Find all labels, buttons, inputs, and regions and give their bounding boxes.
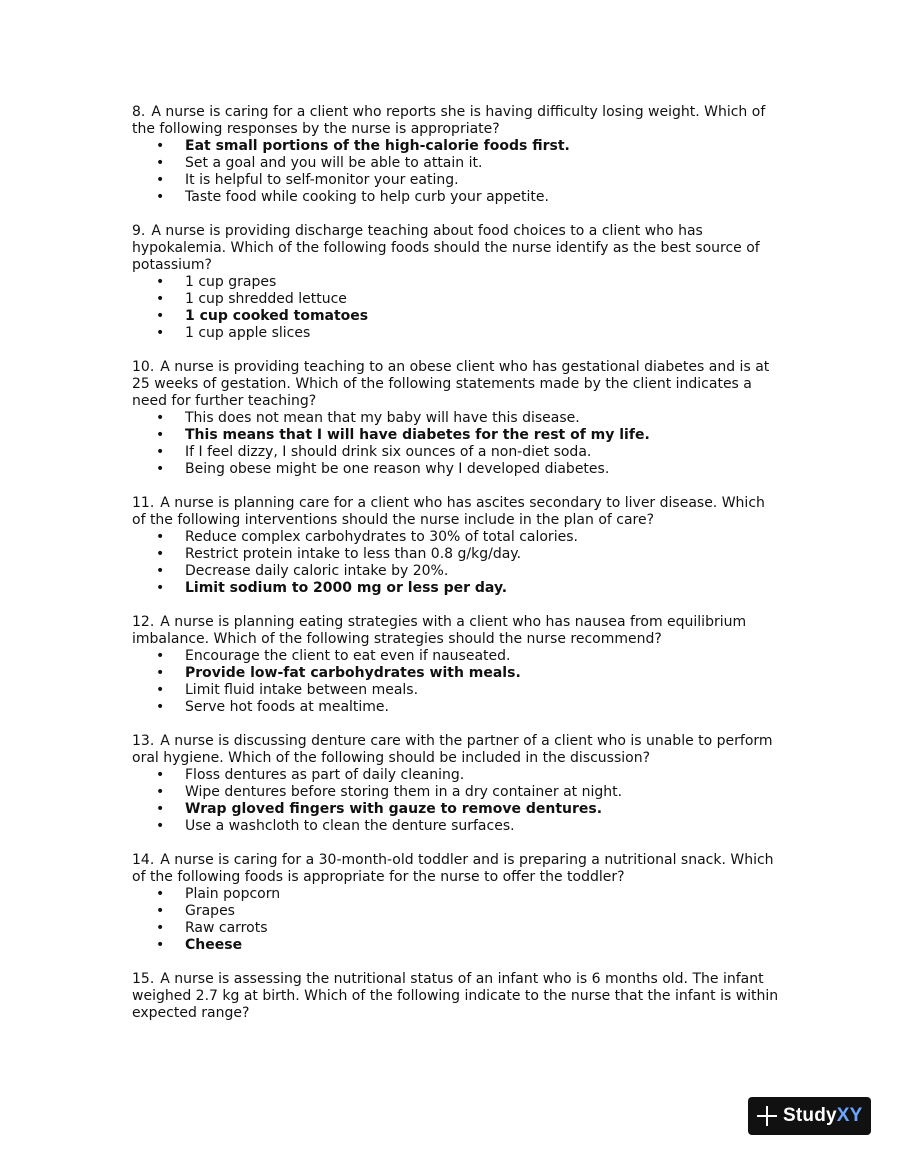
answer-option-text: Raw carrots <box>185 920 268 936</box>
answer-option-text: Wrap gloved fingers with gauze to remove dentures. <box>185 801 603 817</box>
bullet-icon: • <box>156 274 165 290</box>
answer-option <box>132 546 782 563</box>
answer-option <box>132 444 782 461</box>
question-text: A nurse is planning eating strategies with a client who has nausea from equilibrium imbalance. Which of the following strategies should the nurse recommend? <box>132 614 747 647</box>
answer-option <box>132 172 782 189</box>
bullet-icon: • <box>156 189 165 205</box>
question-block <box>132 614 782 716</box>
answer-option <box>132 189 782 206</box>
bullet-icon: • <box>156 665 165 681</box>
answer-option-text: Eat small portions of the high-calorie foods first. <box>185 138 570 154</box>
answer-option-text: This means that I will have diabetes for the rest of my life. <box>185 427 650 443</box>
question-number: 10. <box>132 359 155 375</box>
bullet-icon: • <box>156 682 165 698</box>
question-number: 15. <box>132 971 155 987</box>
question-number: 14. <box>132 852 155 868</box>
answer-option <box>132 291 782 308</box>
answer-option <box>132 410 782 427</box>
answer-option-text: Being obese might be one reason why I developed diabetes. <box>185 461 610 477</box>
answer-option-correct <box>132 665 782 682</box>
question-block <box>132 359 782 478</box>
bullet-icon: • <box>156 461 165 477</box>
answer-option-text: It is helpful to self-monitor your eating. <box>185 172 459 188</box>
answer-option <box>132 155 782 172</box>
answer-option-text: Encourage the client to eat even if nauseated. <box>185 648 511 664</box>
answer-option-text: 1 cup grapes <box>185 274 277 290</box>
bullet-icon: • <box>156 308 165 324</box>
question-stem <box>132 223 782 274</box>
bullet-icon: • <box>156 546 165 562</box>
answer-option <box>132 529 782 546</box>
bullet-icon: • <box>156 580 165 596</box>
answer-option-text: Use a washcloth to clean the denture surfaces. <box>185 818 515 834</box>
answer-options <box>132 410 782 478</box>
answer-option-correct <box>132 801 782 818</box>
answer-option <box>132 784 782 801</box>
answer-option <box>132 920 782 937</box>
answer-option-correct <box>132 937 782 954</box>
answer-option <box>132 648 782 665</box>
studyxy-badge[interactable] <box>748 1097 871 1135</box>
bullet-icon: • <box>156 767 165 783</box>
answer-option-text: Restrict protein intake to less than 0.8 g/kg/day. <box>185 546 522 562</box>
bullet-icon: • <box>156 784 165 800</box>
question-text: A nurse is providing discharge teaching about food choices to a client who has hypokalemia. Which of the following foods should the nurse identify as the best source of potassium? <box>132 223 760 273</box>
bullet-icon: • <box>156 699 165 715</box>
question-block <box>132 223 782 342</box>
question-block <box>132 495 782 597</box>
answer-option <box>132 325 782 342</box>
answer-option-text: Floss dentures as part of daily cleaning. <box>185 767 465 783</box>
bullet-icon: • <box>156 410 165 426</box>
answer-option <box>132 461 782 478</box>
answer-option-text: Wipe dentures before storing them in a dry container at night. <box>185 784 623 800</box>
answer-options <box>132 886 782 954</box>
answer-option <box>132 818 782 835</box>
bullet-icon: • <box>156 903 165 919</box>
bullet-icon: • <box>156 920 165 936</box>
answer-option <box>132 903 782 920</box>
question-stem <box>132 733 782 767</box>
question-text: A nurse is planning care for a client who has ascites secondary to liver disease. Which of the following interventions should the nurse include in the plan of care? <box>132 495 765 528</box>
answer-option <box>132 682 782 699</box>
question-number: 11. <box>132 495 155 511</box>
bullet-icon: • <box>156 427 165 443</box>
bullet-icon: • <box>156 529 165 545</box>
answer-option-text: Set a goal and you will be able to attain it. <box>185 155 483 171</box>
answer-option <box>132 563 782 580</box>
question-stem <box>132 104 782 138</box>
answer-option-correct <box>132 580 782 597</box>
answer-option-text: Limit fluid intake between meals. <box>185 682 419 698</box>
question-block <box>132 852 782 954</box>
question-text: A nurse is discussing denture care with the partner of a client who is unable to perform oral hygiene. Which of the following should be included in the discussion? <box>132 733 773 766</box>
answer-option-text: Cheese <box>185 937 243 953</box>
answer-option-text: Decrease daily caloric intake by 20%. <box>185 563 449 579</box>
bullet-icon: • <box>156 138 165 154</box>
bullet-icon: • <box>156 172 165 188</box>
question-stem <box>132 614 782 648</box>
bullet-icon: • <box>156 648 165 664</box>
question-number: 13. <box>132 733 155 749</box>
bullet-icon: • <box>156 325 165 341</box>
answer-option-text: Plain popcorn <box>185 886 281 902</box>
question-number: 8. <box>132 104 146 120</box>
brand-main: Study <box>783 1105 837 1126</box>
bullet-icon: • <box>156 886 165 902</box>
question-list <box>132 104 782 1039</box>
answer-options <box>132 529 782 597</box>
bullet-icon: • <box>156 444 165 460</box>
answer-option-text: Provide low-fat carbohydrates with meals. <box>185 665 521 681</box>
bullet-icon: • <box>156 818 165 834</box>
answer-options <box>132 767 782 835</box>
answer-options <box>132 274 782 342</box>
answer-option-text: Serve hot foods at mealtime. <box>185 699 389 715</box>
question-stem <box>132 359 782 410</box>
answer-option-text: Taste food while cooking to help curb your appetite. <box>185 189 549 205</box>
answer-option <box>132 699 782 716</box>
answer-option-text: 1 cup cooked tomatoes <box>185 308 369 324</box>
question-block <box>132 733 782 835</box>
bullet-icon: • <box>156 155 165 171</box>
question-number: 12. <box>132 614 155 630</box>
question-text: A nurse is caring for a 30-month-old toddler and is preparing a nutritional snack. Which of the following foods is appropriate for the nurse to offer the toddler? <box>132 852 774 885</box>
question-text: A nurse is assessing the nutritional status of an infant who is 6 months old. The infant weighed 2.7 kg at birth. Which of the following indicate to the nurse that the infant is within expected range? <box>132 971 779 1021</box>
answer-option <box>132 274 782 291</box>
answer-options <box>132 138 782 206</box>
answer-option <box>132 886 782 903</box>
answer-option <box>132 767 782 784</box>
answer-option-text: This does not mean that my baby will have this disease. <box>185 410 580 426</box>
question-number: 9. <box>132 223 146 239</box>
bullet-icon: • <box>156 937 165 953</box>
answer-option-text: 1 cup shredded lettuce <box>185 291 347 307</box>
answer-option-correct <box>132 138 782 155</box>
answer-option-text: Grapes <box>185 903 235 919</box>
question-block <box>132 104 782 206</box>
answer-option-text: Limit sodium to 2000 mg or less per day. <box>185 580 508 596</box>
question-text: A nurse is caring for a client who reports she is having difficulty losing weight. Which of the following responses by the nurse is appropriate? <box>132 104 766 137</box>
answer-options <box>132 648 782 716</box>
plus-icon <box>757 1106 777 1126</box>
bullet-icon: • <box>156 563 165 579</box>
brand-name <box>783 1105 863 1127</box>
answer-option-text: Reduce complex carbohydrates to 30% of total calories. <box>185 529 578 545</box>
bullet-icon: • <box>156 291 165 307</box>
bullet-icon: • <box>156 801 165 817</box>
question-block <box>132 971 782 1022</box>
question-stem <box>132 852 782 886</box>
answer-option-text: If I feel dizzy, I should drink six ounces of a non-diet soda. <box>185 444 592 460</box>
answer-option-correct <box>132 427 782 444</box>
question-stem <box>132 971 782 1022</box>
question-stem <box>132 495 782 529</box>
answer-option-text: 1 cup apple slices <box>185 325 311 341</box>
answer-option-correct <box>132 308 782 325</box>
question-text: A nurse is providing teaching to an obese client who has gestational diabetes and is at 25 weeks of gestation. Which of the following statements made by the client indicates a need for further teaching? <box>132 359 770 409</box>
brand-accent: XY <box>836 1105 863 1126</box>
